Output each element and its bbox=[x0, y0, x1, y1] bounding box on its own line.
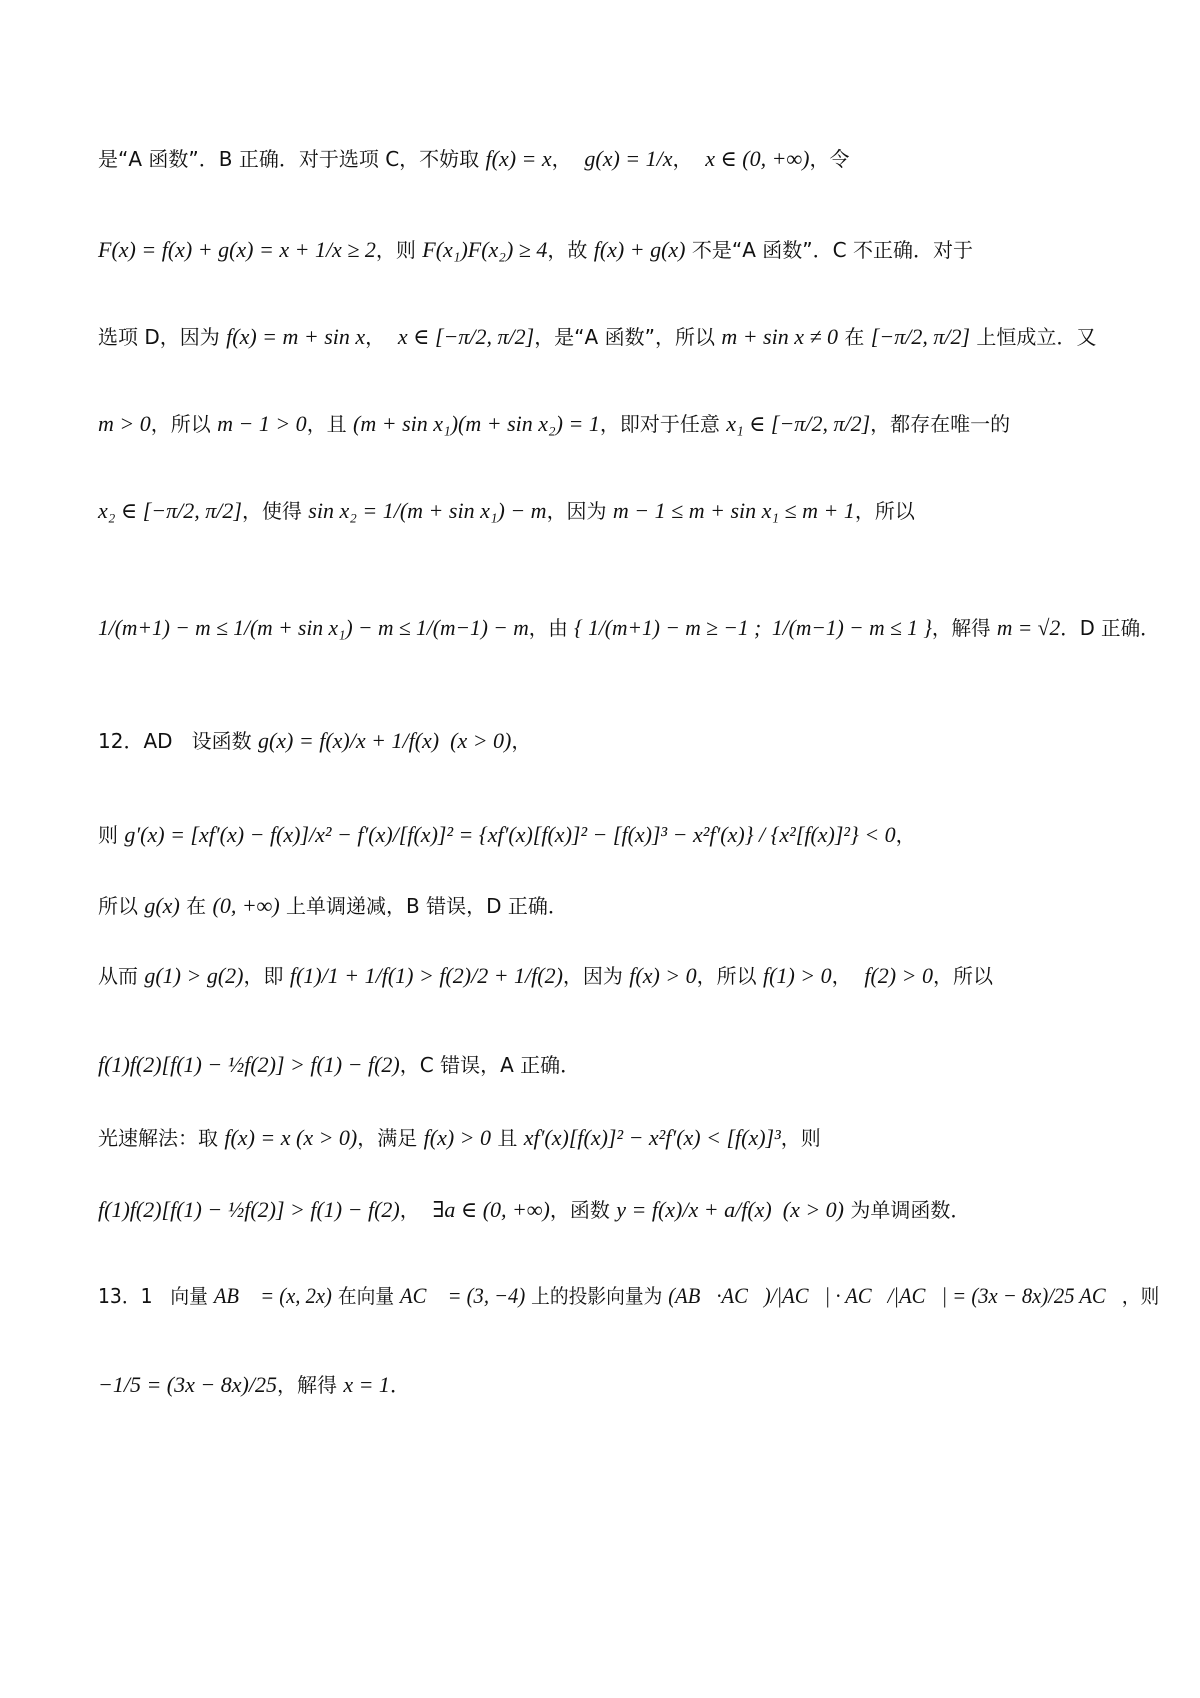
math-expression: f(x) = x bbox=[485, 146, 552, 171]
text-segment: ，由 bbox=[528, 616, 575, 641]
math-expression: m + sin x ≠ 0 bbox=[721, 324, 839, 349]
math-expression: f(x) + g(x) bbox=[593, 237, 686, 262]
text-line-8 bbox=[98, 822, 1120, 848]
text-segment: ，即 bbox=[243, 964, 290, 989]
math-expression: −1/5 = (3x − 8x)/25 bbox=[98, 1372, 277, 1397]
text-segment: ，所以 bbox=[696, 964, 764, 989]
text-segment: 从而 bbox=[98, 964, 145, 989]
math-expression: x ∈ [−π/2, π/2] bbox=[397, 324, 535, 349]
text-line-6 bbox=[98, 615, 1160, 641]
text-segment: ． bbox=[389, 1373, 410, 1398]
text-line-10 bbox=[98, 963, 1120, 989]
text-segment: ，令 bbox=[809, 147, 850, 172]
text-segment: ， bbox=[551, 147, 585, 172]
text-segment: 在 bbox=[838, 325, 871, 350]
math-expression: f(1) > 0 bbox=[763, 963, 832, 988]
math-expression: AB⃗ = (x, 2x) bbox=[213, 1283, 332, 1308]
text-line-2 bbox=[98, 237, 1120, 263]
text-segment: 且 bbox=[491, 1126, 524, 1151]
text-line-9 bbox=[98, 893, 1120, 919]
text-segment: ，满足 bbox=[357, 1126, 424, 1151]
text-segment: ．D 正确． bbox=[1060, 616, 1160, 641]
text-segment: 12．AD 设函数 bbox=[98, 729, 258, 754]
math-expression: AC⃗ = (3, −4) bbox=[400, 1283, 526, 1308]
math-expression: m = √2 bbox=[996, 615, 1061, 640]
text-segment: 上的投影向量为 bbox=[525, 1284, 669, 1309]
text-segment: ，使得 bbox=[241, 499, 309, 524]
text-segment: ， bbox=[511, 729, 532, 754]
text-segment: 13．1 向量 bbox=[98, 1284, 214, 1309]
math-expression: f(x) = x (x > 0) bbox=[224, 1125, 358, 1150]
math-expression: x₂ ∈ [−π/2, π/2] bbox=[98, 498, 242, 523]
text-segment: ，函数 bbox=[549, 1198, 617, 1223]
text-segment: ，是“A 函数”，所以 bbox=[534, 325, 722, 350]
math-expression: f(x) = m + sin x bbox=[226, 324, 366, 349]
math-expression: f(x) > 0 bbox=[629, 963, 697, 988]
math-expression: y = f(x)/x + a/f(x) (x > 0) bbox=[616, 1197, 845, 1222]
math-expression: F(x₁)F(x₂) ≥ 4 bbox=[422, 237, 548, 262]
text-line-11 bbox=[98, 1052, 1120, 1078]
text-segment: ，因为 bbox=[562, 964, 630, 989]
text-segment: ， bbox=[831, 964, 865, 989]
text-segment: 上单调递减，B 错误，D 正确． bbox=[279, 894, 568, 919]
text-segment: ， bbox=[672, 147, 706, 172]
math-expression: g′(x) = [xf′(x) − f(x)]/x² − f′(x)/[f(x)]² = {xf′(x)[f(x)]² − [f(x)]³ − x²f′(x)} / {x²[f(x)]²} < 0 bbox=[124, 822, 896, 847]
math-expression: g(1) > g(2) bbox=[144, 963, 244, 988]
text-segment: ，解得 bbox=[276, 1373, 344, 1398]
math-expression: m − 1 ≤ m + sin x₁ ≤ m + 1 bbox=[612, 498, 855, 523]
math-expression: [−π/2, π/2] bbox=[870, 324, 971, 349]
text-segment: 所以 bbox=[98, 894, 145, 919]
text-line-5 bbox=[98, 498, 1120, 524]
math-expression: f(1)f(2)[f(1) − ½f(2)] > f(1) − f(2) bbox=[98, 1052, 400, 1077]
text-line-13 bbox=[98, 1197, 1120, 1223]
text-segment: 是“A 函数”．B 正确．对于选项 C，不妨取 bbox=[98, 147, 486, 172]
text-segment: ，所以 bbox=[150, 412, 218, 437]
text-segment: 为单调函数． bbox=[844, 1198, 971, 1223]
math-expression: f(1)/1 + 1/f(1) > f(2)/2 + 1/f(2) bbox=[289, 963, 563, 988]
text-segment: ，所以 bbox=[932, 964, 993, 989]
text-segment: ，C 错误，A 正确． bbox=[399, 1053, 581, 1078]
text-line-3 bbox=[98, 324, 1120, 350]
text-segment: 在向量 bbox=[331, 1284, 401, 1309]
text-segment: ，则 bbox=[375, 238, 423, 263]
text-segment: ， bbox=[895, 823, 916, 848]
math-expression: (AB⃗·AC⃗)/|AC⃗| · AC⃗/|AC⃗| = (3x − 8x)/25 AC⃗ bbox=[668, 1283, 1122, 1308]
text-segment: ， bbox=[365, 325, 398, 350]
text-segment: 在 bbox=[179, 894, 213, 919]
text-segment: ，则 bbox=[780, 1126, 821, 1151]
text-segment: ，都存在唯一的 bbox=[870, 412, 1011, 437]
math-expression: x₁ ∈ [−π/2, π/2] bbox=[726, 411, 871, 436]
text-segment: ，且 bbox=[306, 412, 354, 437]
math-expression: { 1/(m+1) − m ≥ −1 ; 1/(m−1) − m ≤ 1 } bbox=[574, 615, 932, 640]
text-segment: 则 bbox=[98, 823, 125, 848]
text-line-7 bbox=[98, 728, 1120, 754]
math-expression: f(2) > 0 bbox=[864, 963, 933, 988]
math-expression: ∃a ∈ (0, +∞) bbox=[432, 1197, 550, 1222]
text-segment: 选项 D，因为 bbox=[98, 325, 227, 350]
text-segment: ，因为 bbox=[546, 499, 613, 524]
math-expression: f(x) > 0 bbox=[423, 1125, 491, 1150]
math-expression: g(x) bbox=[144, 893, 180, 918]
text-line-14 bbox=[98, 1283, 1160, 1309]
text-line-15 bbox=[98, 1372, 1120, 1398]
math-expression: 1/(m+1) − m ≤ 1/(m + sin x₁) − m ≤ 1/(m−1) − m bbox=[98, 615, 529, 640]
math-expression: x = 1 bbox=[343, 1372, 390, 1397]
math-expression: (m + sin x₁)(m + sin x₂) = 1 bbox=[353, 411, 600, 436]
math-expression: g(x) = f(x)/x + 1/f(x) (x > 0) bbox=[257, 728, 512, 753]
text-segment: ，即对于任意 bbox=[599, 412, 727, 437]
math-expression: (0, +∞) bbox=[212, 893, 280, 918]
math-expression: xf′(x)[f(x)]² − x²f′(x) < [f(x)]³ bbox=[523, 1125, 781, 1150]
text-segment: 上恒成立．又 bbox=[970, 325, 1097, 350]
text-segment: 光速解法：取 bbox=[98, 1126, 225, 1151]
text-segment: ，则 bbox=[1121, 1284, 1160, 1309]
math-expression: f(1)f(2)[f(1) − ½f(2)] > f(1) − f(2) bbox=[98, 1197, 400, 1222]
math-expression: g(x) = 1/x bbox=[584, 146, 673, 171]
math-expression: m > 0 bbox=[98, 411, 151, 436]
math-expression: x ∈ (0, +∞) bbox=[705, 146, 810, 171]
text-line-4 bbox=[98, 411, 1120, 437]
text-segment: ， bbox=[399, 1198, 433, 1223]
text-line-12 bbox=[98, 1125, 1120, 1151]
text-segment: 不是“A 函数”．C 不正确．对于 bbox=[685, 238, 973, 263]
text-segment: ，故 bbox=[547, 238, 594, 263]
math-expression: m − 1 > 0 bbox=[217, 411, 307, 436]
text-segment: ，所以 bbox=[854, 499, 915, 524]
math-expression: F(x) = f(x) + g(x) = x + 1/x ≥ 2 bbox=[98, 237, 376, 262]
text-segment: ，解得 bbox=[931, 616, 997, 641]
text-line-1 bbox=[98, 146, 1120, 172]
math-expression: sin x₂ = 1/(m + sin x₁) − m bbox=[308, 498, 547, 523]
